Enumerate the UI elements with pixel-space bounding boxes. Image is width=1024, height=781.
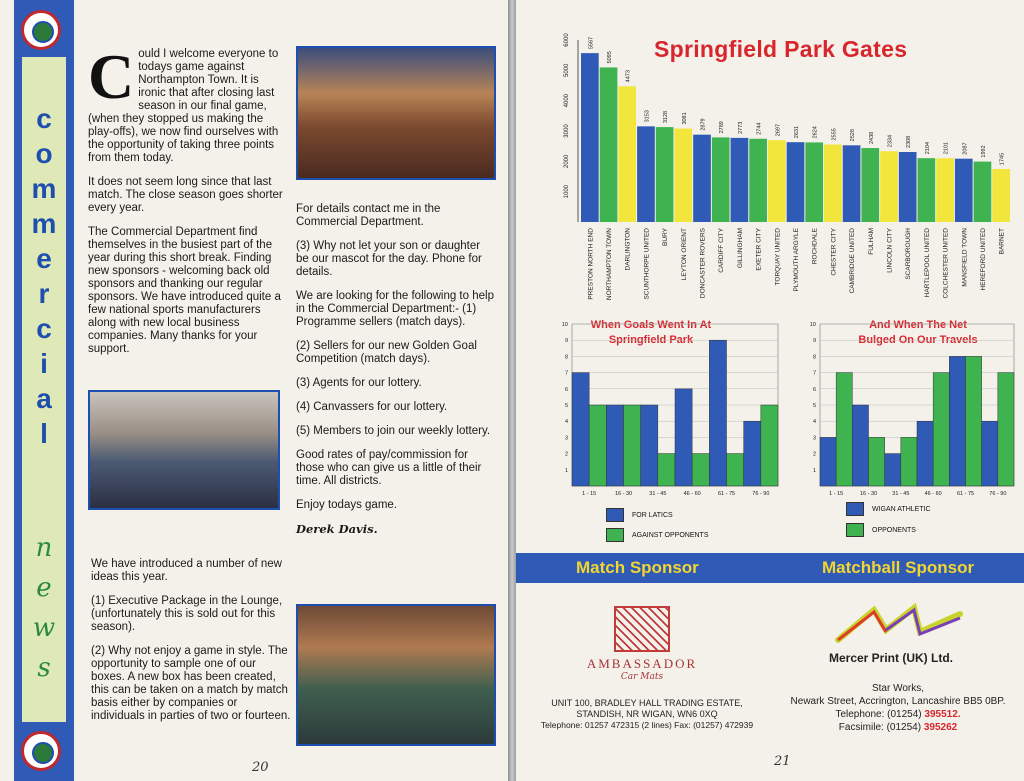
y-tick-label: 4 (812, 419, 816, 426)
goals-for-bar (982, 421, 998, 486)
away-goals-title-line: Bulged On Our Travels (858, 334, 978, 346)
y-tick-label: 6 (564, 386, 568, 393)
goals-against-bar (933, 373, 949, 486)
goals-against-bar (998, 373, 1014, 486)
strip-letter: c (36, 313, 52, 344)
x-tick-label: 76 - 90 (752, 491, 770, 497)
club-name-label: PLYMOUTH ARGYLE (793, 228, 800, 292)
legend-label: FOR LATICS (632, 511, 673, 519)
address-line: Star Works, (871, 683, 925, 694)
ambassador-logo-icon (614, 606, 670, 652)
news-letter: s (37, 653, 51, 683)
goals-for-bar (820, 437, 836, 486)
club-name-label: SCARBOROUGH (905, 228, 913, 280)
ideas-paragraph: (1) Executive Package in the Lounge, (unfortunately this is sold out for this season). (91, 595, 283, 633)
article-paragraph: We are looking for the following to help in the Commercial Department:- (1) Programme sellers (match days). (296, 290, 494, 328)
club-name-label: BURY (662, 228, 670, 246)
goals-for-bar (949, 356, 965, 486)
attendance-bar (693, 135, 711, 222)
y-tick-label: 5000 (564, 63, 570, 78)
mercer-phone (778, 708, 1018, 721)
news-letter: n (35, 533, 53, 563)
club-crest-icon (21, 731, 61, 771)
strip-letter: c (36, 103, 52, 134)
y-tick-label: 3000 (564, 124, 570, 138)
attendance-bar (992, 169, 1010, 222)
goals-against-bar (836, 373, 852, 486)
club-name-label: ROCHDALE (811, 228, 819, 265)
attendance-bar (618, 86, 636, 222)
intro-paragraph: The Commercial Department find themselves in the busiest part of the year during this short break. Finding new sponsors - welcoming back old sponsors and thanking our regular sponsors. We have introduced quite a few national sports manufacturers along with new local business companies. Many thanks for your support. (88, 226, 281, 355)
y-tick-label: 4 (564, 419, 568, 426)
article-paragraph: (4) Canvassers for our lottery. (296, 401, 448, 413)
y-tick-label: 10 (809, 322, 816, 328)
goals-for-bar (641, 405, 658, 486)
attendance-bar (787, 142, 805, 222)
sponsor-band (516, 553, 1024, 583)
goals-against-bar (624, 405, 641, 486)
attendance-value-label: 4473 (625, 70, 632, 83)
x-tick-label: 46 - 60 (683, 491, 701, 497)
strip-letter: a (36, 383, 52, 414)
attendance-value-label: 5567 (588, 36, 595, 50)
goals-for-bar (852, 405, 868, 486)
attendance-value-label: 2104 (924, 141, 931, 155)
attendance-bar (768, 140, 786, 222)
y-tick-label: 1 (812, 467, 816, 474)
club-name-label: PRESTON NORTH END (587, 228, 595, 300)
goals-for-bar (709, 340, 726, 486)
article-paragraph: Good rates of pay/commission for those who can give us a little of their time. All districts. (296, 449, 482, 487)
club-name-label: DONCASTER ROVERS (699, 228, 707, 299)
club-name-label: CHESTER CITY (830, 228, 838, 276)
attendance-bar (600, 67, 618, 222)
attendance-bar (880, 151, 898, 222)
y-tick-label: 2 (812, 451, 816, 458)
y-tick-label: 8 (564, 354, 568, 361)
legend-swatch (846, 523, 864, 537)
club-name-label: BARNET (998, 228, 1006, 255)
side-strip-panel (20, 55, 68, 724)
y-tick-label: 2000 (564, 154, 570, 169)
x-tick-label: 46 - 60 (924, 491, 942, 497)
attendance-bar (843, 145, 861, 222)
legend-item (846, 523, 916, 537)
ideas-paragraph: (2) Why not enjoy a game in style. The opportunity to sample one of our boxes. A new box has been created, this can be taken on a match by match basis either by companies or individuals in parties of two or fourteen. (91, 645, 291, 722)
legend-item (606, 528, 709, 542)
attendance-value-label: 2087 (962, 142, 969, 155)
attendance-bar (918, 158, 936, 222)
attendance-value-label: 3128 (663, 110, 670, 124)
attendance-bar (955, 159, 973, 222)
goals-for-bar (885, 454, 901, 486)
club-name-label: HARTLEPOOL UNITED (923, 228, 931, 298)
y-tick-label: 6 (812, 386, 816, 393)
attendance-value-label: 2624 (812, 126, 819, 139)
home-goals-title-line: Springfield Park (608, 334, 694, 346)
mercer-address (778, 682, 1018, 734)
y-tick-label: 7 (812, 370, 816, 377)
x-tick-label: 16 - 30 (859, 491, 878, 497)
goals-for-bar (675, 389, 692, 486)
attendance-value-label: 3081 (681, 112, 688, 125)
y-tick-label: 1000 (564, 184, 570, 199)
strip-letter: i (40, 348, 48, 379)
attendance-value-label: 1992 (980, 145, 987, 158)
page-spine (508, 0, 516, 781)
x-tick-label: 1 - 15 (829, 491, 844, 497)
ambassador-name: AMBASSADOR (586, 656, 698, 671)
attendance-value-label: 2697 (775, 123, 782, 137)
home-goals-chart (534, 318, 784, 500)
goals-for-bar (744, 421, 761, 486)
legend-swatch (846, 502, 864, 516)
y-tick-label: 2 (564, 451, 568, 458)
home-goals-title-line: When Goals Went In At (590, 319, 712, 331)
club-name-label: DARLINGTON (624, 228, 632, 271)
news-letter: e (36, 573, 52, 603)
club-name-label: GILLINGHAM (736, 228, 744, 269)
attendance-bar (824, 144, 842, 222)
page-number: 21 (774, 754, 791, 769)
attendance-bar (861, 148, 879, 222)
attendance-bar (899, 152, 917, 222)
mercer-fax (778, 721, 1018, 734)
ambassador-tagline: Car Mats (620, 672, 664, 682)
legend-item (846, 502, 931, 516)
goals-against-bar (761, 405, 778, 486)
away-goals-title-line: And When The Net (869, 319, 967, 331)
right-page (516, 0, 1024, 781)
ideas-paragraph: We have introduced a number of new ideas this year. (91, 558, 282, 583)
gates-chart (556, 30, 1016, 315)
goals-for-bar (572, 373, 589, 486)
mercer-logo-icon (834, 600, 966, 646)
legend-swatch (606, 508, 624, 522)
y-tick-label: 1 (564, 467, 568, 474)
attendance-value-label: 2744 (756, 122, 763, 135)
attendance-value-label: 2438 (868, 131, 875, 145)
club-name-label: CARDIFF CITY (718, 228, 726, 273)
goals-against-bar (869, 437, 885, 486)
attendance-value-label: 5095 (607, 51, 614, 64)
goals-against-bar (589, 405, 606, 486)
goals-against-bar (727, 454, 744, 486)
x-tick-label: 31 - 45 (892, 491, 910, 497)
y-tick-label: 10 (561, 322, 568, 328)
mercer-name: Mercer Print (UK) Ltd. (828, 651, 953, 665)
match-sponsor-heading: Match Sponsor (576, 558, 699, 577)
club-name-label: MANSFIELD TOWN (961, 228, 969, 287)
commercial-article (296, 203, 496, 547)
y-tick-label: 5 (564, 403, 568, 409)
attendance-value-label: 3153 (644, 110, 651, 123)
attendance-bar (674, 129, 692, 222)
y-tick-label: 4000 (564, 93, 570, 108)
attendance-bar (581, 53, 599, 222)
x-tick-label: 31 - 45 (649, 491, 667, 497)
intro-article (88, 41, 286, 367)
club-name-label: SCUNTHORPE UNITED (643, 228, 651, 300)
left-page (0, 0, 508, 781)
club-name-label: TORQUAY UNITED (774, 228, 782, 286)
attendance-bar (805, 142, 823, 222)
attendance-value-label: 2789 (719, 121, 726, 134)
goals-against-bar (658, 454, 675, 486)
y-tick-label: 9 (564, 338, 568, 345)
legend-label: WIGAN ATHLETIC (872, 505, 931, 513)
phone-label: Telephone: (01254) (835, 709, 922, 720)
attendance-value-label: 2879 (700, 118, 707, 131)
attendance-bar (712, 137, 730, 222)
club-name-label: FULHAM (867, 228, 875, 255)
y-tick-label: 9 (812, 338, 816, 345)
lounge-photo (296, 46, 496, 180)
strip-letter: m (31, 173, 57, 204)
bar-photo (296, 604, 496, 746)
article-paragraph: (5) Members to join our weekly lottery. (296, 425, 491, 437)
article-paragraph: Enjoy todays game. (296, 499, 398, 511)
ambassador-phone: Telephone: 01257 472315 (2 lines) Fax: (01257) 472939 (540, 720, 754, 730)
y-tick-label: 6000 (564, 33, 570, 47)
y-tick-label: 3 (564, 435, 568, 442)
x-tick-label: 61 - 75 (717, 491, 736, 497)
y-tick-label: 7 (564, 370, 568, 377)
attendance-value-label: 2308 (906, 135, 913, 148)
matchball-sponsor-heading: Matchball Sponsor (822, 558, 975, 577)
attendance-value-label: 2101 (943, 142, 950, 155)
page-number: 20 (252, 760, 269, 775)
y-tick-label: 8 (812, 354, 816, 361)
away-goals-chart (806, 318, 1020, 500)
club-name-label: EXETER CITY (755, 228, 763, 271)
article-paragraph: For details contact me in the Commercial Department. (296, 203, 441, 228)
x-tick-label: 1 - 15 (582, 491, 597, 497)
address-line: STANDISH, NR WIGAN, WN6 0XQ (576, 709, 718, 719)
attendance-bar (731, 138, 749, 222)
fax-label: Facsimile: (01254) (838, 722, 922, 733)
ideas-article (91, 558, 291, 734)
legend-swatch (606, 528, 624, 542)
goals-against-bar (966, 356, 982, 486)
goals-against-bar (901, 437, 917, 486)
attendance-bar (749, 139, 767, 222)
goals-for-bar (917, 421, 933, 486)
y-tick-label: 3 (812, 435, 816, 442)
news-letter: w (32, 613, 56, 643)
attendance-value-label: 2555 (831, 128, 838, 141)
club-name-label: LINCOLN CITY (886, 228, 894, 273)
strip-letter: r (38, 278, 50, 309)
function-room-photo (88, 390, 280, 510)
club-name-label: LEYTON ORIENT (680, 228, 688, 281)
signature: Derek Davis. (296, 522, 378, 536)
x-tick-label: 16 - 30 (614, 491, 633, 497)
legend-item (606, 508, 673, 522)
gates-chart-title: Springfield Park Gates (654, 36, 908, 62)
article-paragraph: (3) Agents for our lottery. (296, 377, 422, 389)
article-paragraph: (2) Sellers for our new Golden Goal Competition (match days). (296, 340, 477, 365)
strip-letter: e (36, 243, 52, 274)
attendance-value-label: 2528 (850, 129, 857, 142)
x-tick-label: 61 - 75 (956, 491, 975, 497)
legend-label: AGAINST OPPONENTS (632, 531, 709, 539)
club-name-label: HEREFORD UNITED (979, 228, 987, 291)
club-name-label: CAMBRIDGE UNITED (849, 228, 857, 294)
club-name-label: COLCHESTER UNITED (942, 228, 950, 299)
ambassador-address (522, 698, 772, 731)
intro-paragraph: ould I welcome everyone to todays game against Northampton Town. It is ironic that after closing last season in our final game, (when they stopped us making the play-offs), we now find ourselves with the opportunity of taking three points from them today. (88, 48, 279, 164)
intro-paragraph: It does not seem long since that last match. The close season goes shorter every year. (88, 176, 283, 214)
strip-letter: m (31, 208, 57, 239)
strip-letter: o (35, 138, 53, 169)
address-line: Newark Street, Accrington, Lancashire BB5 0BP. (790, 696, 1006, 707)
dropcap: C (88, 41, 135, 112)
fax-number: 395262 (923, 722, 958, 733)
attendance-bar (637, 126, 655, 222)
article-paragraph: (3) Why not let your son or daughter be our mascot for the day. Phone for details. (296, 240, 482, 278)
club-crest-icon (21, 10, 61, 50)
attendance-bar (656, 127, 674, 222)
legend-label: OPPONENTS (872, 526, 916, 534)
club-name-label: NORTHAMPTON TOWN (606, 228, 614, 301)
goals-against-bar (692, 454, 709, 486)
attendance-value-label: 2631 (794, 125, 800, 139)
attendance-value-label: 2773 (737, 121, 744, 134)
y-tick-label: 5 (812, 403, 816, 409)
attendance-bar (974, 162, 992, 222)
attendance-bar (936, 158, 954, 222)
phone-number: 395512. (924, 709, 961, 720)
attendance-value-label: 2334 (887, 134, 894, 148)
address-line: UNIT 100, BRADLEY HALL TRADING ESTATE, (551, 698, 743, 708)
x-tick-label: 76 - 90 (989, 491, 1007, 497)
attendance-value-label: 1745 (999, 152, 1006, 166)
goals-for-bar (606, 405, 623, 486)
strip-letter: l (40, 418, 48, 449)
